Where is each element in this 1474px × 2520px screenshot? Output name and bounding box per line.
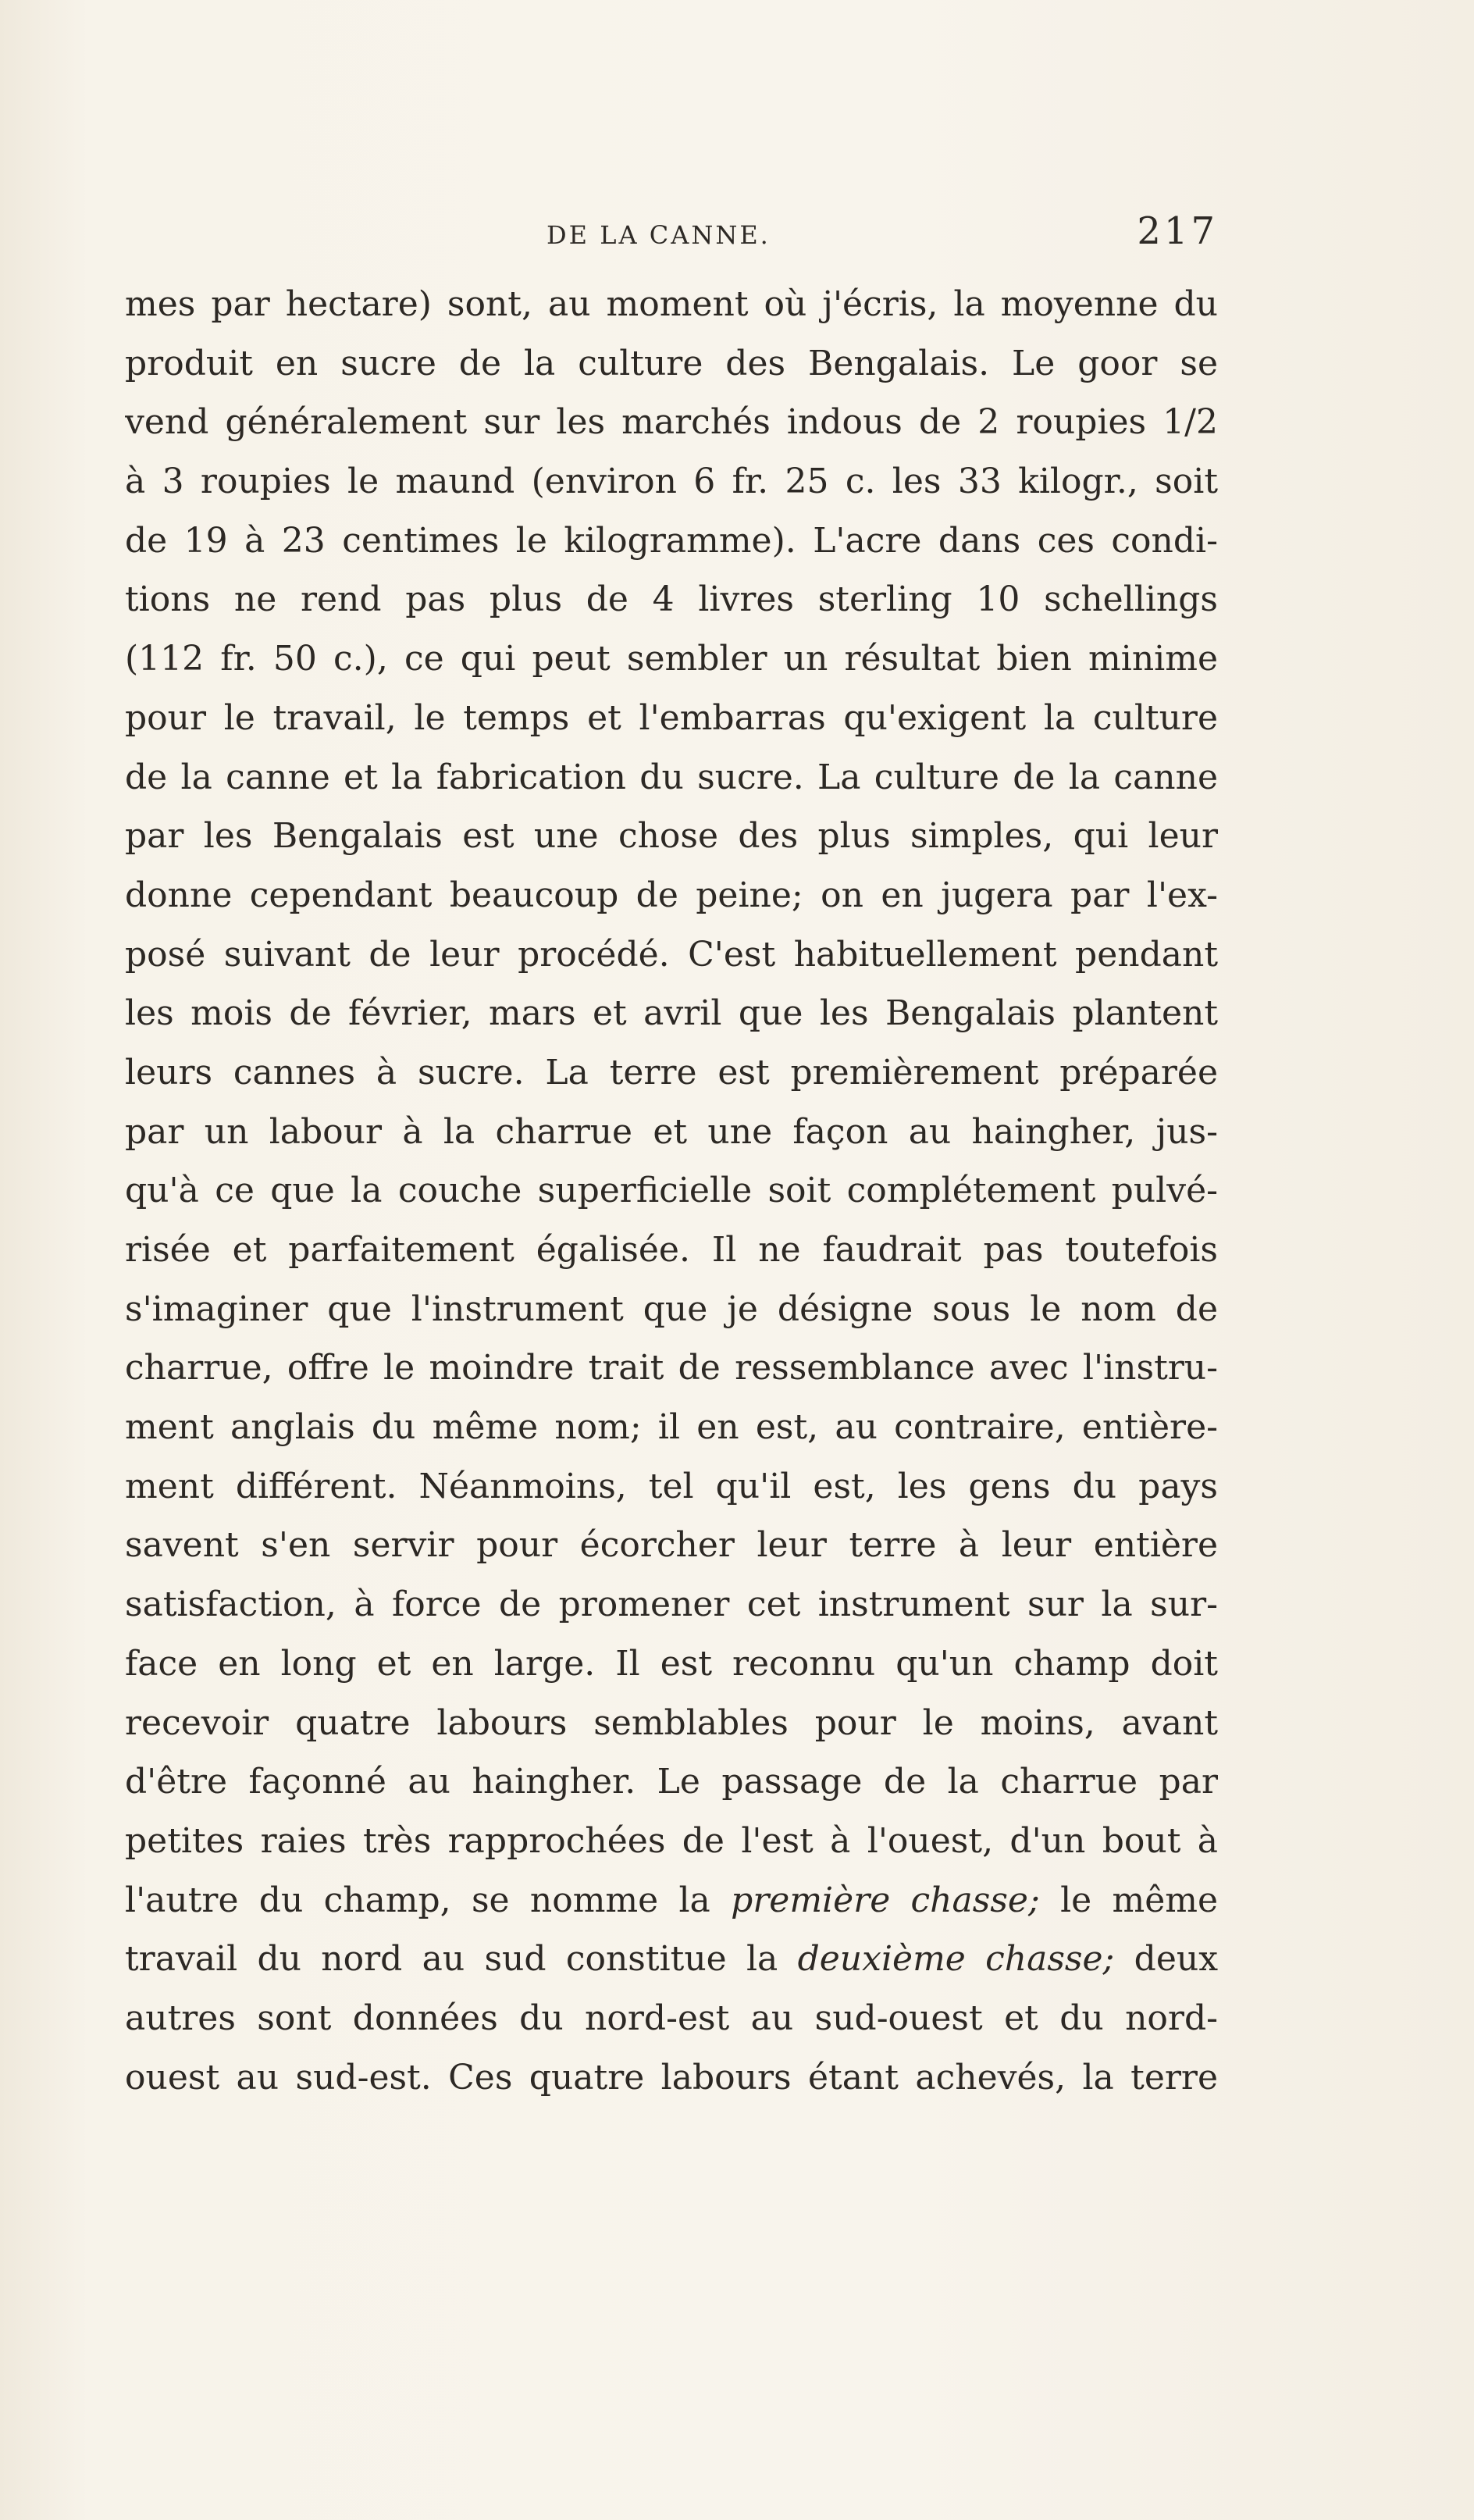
text-line: s'imaginer que l'instrument que je désigne sous le nom de [125, 1289, 1218, 1329]
text-line: leurs cannes à sucre. La terre est premièrement préparée [125, 1052, 1218, 1092]
text-line: par les Bengalais est une chose des plus simples, qui leur [125, 816, 1218, 857]
text-line: de 19 à 23 centimes le kilogramme). L'acre dans ces condi- [125, 520, 1218, 561]
text-line: posé suivant de leur procédé. C'est habituellement pendant [125, 934, 1218, 975]
text-line: tions ne rend pas plus de 4 livres sterling 10 schellings [125, 579, 1218, 620]
text-line: ment différent. Néanmoins, tel qu'il est, les gens du pays [125, 1466, 1218, 1506]
italic-term: deuxième chasse; [797, 1939, 1115, 1980]
italic-term: première chasse; [731, 1880, 1040, 1920]
text-line: savent s'en servir pour écorcher leur terre à leur entière [125, 1525, 1218, 1566]
text-line: qu'à ce que la couche superficielle soit complétement pulvé- [125, 1171, 1218, 1211]
text-line: vend généralement sur les marchés indous de 2 roupies 1/2 [125, 402, 1218, 443]
text-line: charrue, offre le moindre trait de ressemblance avec l'instru- [125, 1348, 1218, 1388]
text-line: d'être façonné au haingher. Le passage de la charrue par [125, 1762, 1218, 1802]
text-line: par un labour à la charrue et une façon au haingher, jus- [125, 1111, 1218, 1152]
text-line: satisfaction, à force de promener cet instrument sur la sur- [125, 1584, 1218, 1625]
text-line: donne cependant beaucoup de peine; on en jugera par l'ex- [125, 875, 1218, 915]
text-line: face en long et en large. Il est reconnu qu'un champ doit [125, 1643, 1218, 1684]
running-title: DE LA CANNE. [547, 220, 771, 250]
text-line: à 3 roupies le maund (environ 6 fr. 25 c. les 33 kilogr., soit [125, 462, 1218, 502]
text-line: mes par hectare) sont, au moment où j'écris, la moyenne du [125, 284, 1218, 324]
text-line: pour le travail, le temps et l'embarras qu'exigent la culture [125, 697, 1218, 738]
text-line: produit en sucre de la culture des Bengalais. Le goor se [125, 343, 1218, 383]
text-line: autres sont données du nord-est au sud-ouest et du nord- [125, 1998, 1218, 2038]
text-line: de la canne et la fabrication du sucre. La culture de la canne [125, 757, 1218, 797]
text-line: risée et parfaitement égalisée. Il ne faudrait pas toutefois [125, 1230, 1218, 1270]
text-line: ment anglais du même nom; il en est, au contraire, entière- [125, 1407, 1218, 1448]
text-line: ouest au sud-est. Ces quatre labours étant achevés, la terre [125, 2057, 1218, 2098]
text-line: travail du nord au sud constitue la deuxième chasse; deux [125, 1939, 1218, 1980]
text-line: petites raies très rapprochées de l'est à l'ouest, d'un bout à [125, 1820, 1218, 1861]
text-line: (112 fr. 50 c.), ce qui peut sembler un résultat bien minime [125, 639, 1218, 679]
text-line: les mois de février, mars et avril que les Bengalais plantent [125, 993, 1218, 1034]
page-number: 217 [1137, 209, 1218, 253]
body-text [125, 275, 1218, 2107]
text-line: l'autre du champ, se nomme la première chasse; le même [125, 1880, 1218, 1920]
text-line: recevoir quatre labours semblables pour le moins, avant [125, 1702, 1218, 1743]
page-header [125, 209, 1218, 264]
